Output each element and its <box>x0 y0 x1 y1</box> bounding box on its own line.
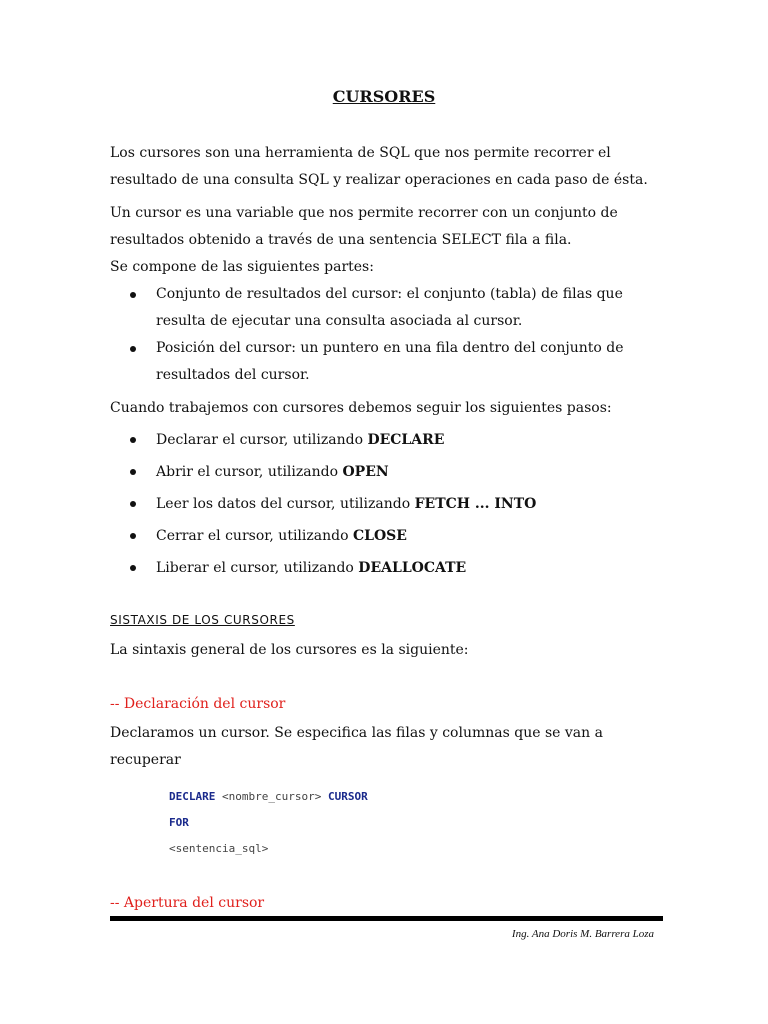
step-text: Cerrar el cursor, utilizando <box>156 528 353 544</box>
code-block <box>169 784 368 862</box>
footer-divider <box>110 916 663 921</box>
list-item-line-2: resulta de ejecutar una consulta asociada al cursor. <box>156 313 523 329</box>
list-item <box>110 426 658 454</box>
list-item <box>110 522 658 550</box>
intro-paragraph-1-line-1: Los cursores son una herramienta de SQL que nos permite recorrer el <box>110 145 611 161</box>
bullet-icon <box>130 501 136 507</box>
code-line-declare <box>169 784 368 810</box>
step-keyword: DEALLOCATE <box>358 560 467 576</box>
open-comment: -- Apertura del cursor <box>110 895 265 911</box>
step-text: Leer los datos del cursor, utilizando <box>156 496 415 512</box>
bullet-icon <box>130 292 136 298</box>
code-keyword-declare: DECLARE <box>169 790 216 803</box>
bullet-icon <box>130 533 136 539</box>
declare-comment: -- Declaración del cursor <box>110 696 286 712</box>
step-text: Abrir el cursor, utilizando <box>156 464 343 480</box>
step-keyword: CLOSE <box>352 528 407 544</box>
intro-paragraph-2 <box>110 200 658 254</box>
code-cursor-name: <nombre_cursor> <box>221 790 322 803</box>
syntax-section-heading: SISTAXIS DE LOS CURSORES <box>110 613 295 627</box>
step-keyword: DECLARE <box>367 432 445 448</box>
list-item-line-1: Conjunto de resultados del cursor: el conjunto (tabla) de filas que <box>156 286 623 302</box>
list-item <box>110 281 658 335</box>
list-item <box>110 335 658 389</box>
intro-paragraph-3: Se compone de las siguientes partes: <box>110 259 374 275</box>
syntax-intro: La sintaxis general de los cursores es la siguiente: <box>110 642 469 658</box>
intro-paragraph-2-line-1: Un cursor es una variable que nos permite recorrer con un conjunto de <box>110 205 618 221</box>
code-line-sentence <box>169 836 368 862</box>
code-line-for <box>169 810 368 836</box>
intro-paragraph-1-line-2: resultado de una consulta SQL y realizar operaciones en cada paso de ésta. <box>110 172 648 188</box>
step-keyword: OPEN <box>342 464 389 480</box>
cursor-parts-list <box>110 281 658 389</box>
declare-description <box>110 720 658 774</box>
list-item-line-2: resultados del cursor. <box>156 367 310 383</box>
list-item <box>110 490 658 518</box>
bullet-icon <box>130 469 136 475</box>
step-keyword: FETCH ... INTO <box>414 496 537 512</box>
bullet-icon <box>130 437 136 443</box>
page-title: CURSORES <box>332 87 436 106</box>
steps-list <box>110 426 658 586</box>
bullet-icon <box>130 346 136 352</box>
list-item-line-1: Posición del cursor: un puntero en una fila dentro del conjunto de <box>156 340 624 356</box>
list-item <box>110 554 658 582</box>
list-item <box>110 458 658 486</box>
code-keyword-cursor: CURSOR <box>327 790 368 803</box>
code-keyword-for: FOR <box>169 816 189 829</box>
declare-description-line-1: Declaramos un cursor. Se especifica las filas y columnas que se van a <box>110 725 603 741</box>
bullet-icon <box>130 565 136 571</box>
declare-description-line-2: recuperar <box>110 752 181 768</box>
step-text: Declarar el cursor, utilizando <box>156 432 368 448</box>
steps-intro: Cuando trabajemos con cursores debemos seguir los siguientes pasos: <box>110 400 612 416</box>
footer-author: Ing. Ana Doris M. Barrera Loza <box>511 928 654 940</box>
intro-paragraph-2-line-2: resultados obtenido a través de una sentencia SELECT fila a fila. <box>110 232 572 248</box>
intro-paragraph-1 <box>110 140 658 194</box>
step-text: Liberar el cursor, utilizando <box>156 560 359 576</box>
code-sql-sentence: <sentencia_sql> <box>169 842 269 855</box>
